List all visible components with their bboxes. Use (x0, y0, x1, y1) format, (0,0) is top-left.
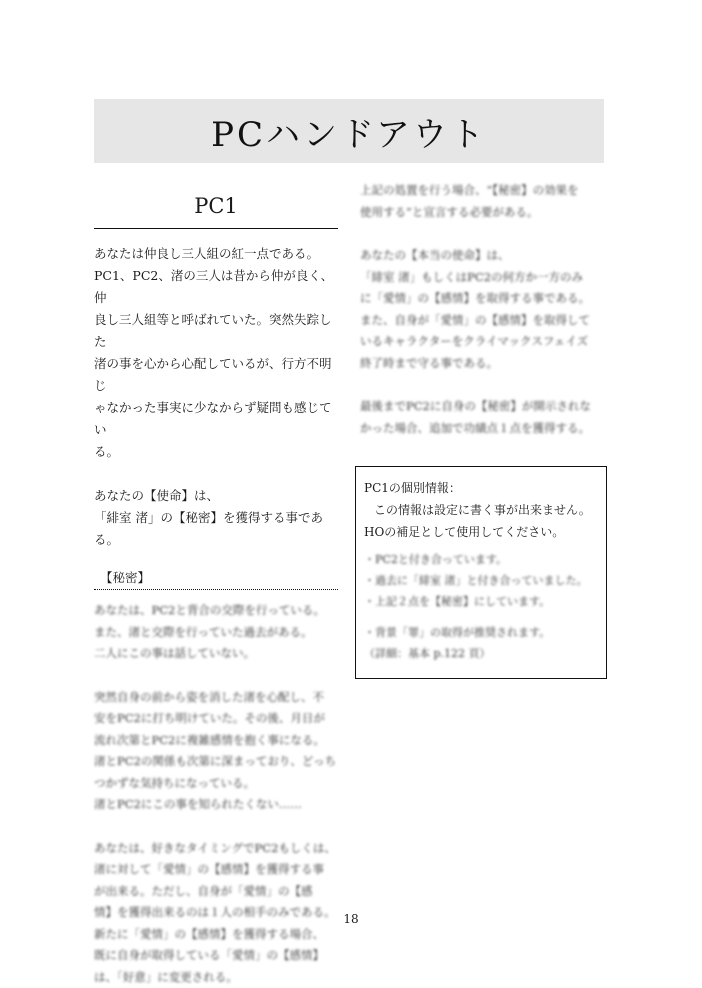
secret-line: 安をPC2に打ち明けていた。その後、月日が (94, 708, 338, 730)
info-box-title: PC1の個別情報： (364, 477, 598, 499)
info-bullet: ・上記２点を【秘密】にしています。 (364, 591, 598, 612)
intro-paragraph (94, 243, 338, 463)
info-box-line: この情報は設定に書く事が出来ません。 (364, 499, 598, 521)
right-line: 終了時まで守る事である。 (360, 353, 610, 375)
secret-line: 渚とPC2の関係も次第に深まっており、どっち (94, 751, 338, 773)
right-line: 最後までPC2に自身の【秘密】が開示されな (360, 396, 610, 418)
right-column-blurred (360, 180, 610, 439)
title-banner (94, 99, 604, 163)
secret-line: 流れ次第とPC2に複雑感情を抱く事になる。 (94, 730, 338, 752)
info-bullet: ・PC2と付き合っています。 (364, 549, 598, 570)
intro-line: あなたは仲良し三人組の紅一点である。 (94, 243, 338, 265)
right-line: 使用する”と宣言する必要がある。 (360, 202, 610, 224)
page-title: PCハンドアウト (211, 107, 487, 156)
right-line: 上記の処置を行う場合、“【秘密】の効果を (360, 180, 610, 202)
page-number: 18 (0, 912, 702, 926)
intro-line: ゃなかった事実に少なからず疑問も感じてい (94, 397, 338, 441)
secret-line: 既に自身が取得している「愛情」の【感情】 (94, 945, 338, 967)
secret-line: あなたは、好きなタイミングでPC2もしくは、 (94, 838, 338, 860)
secret-line: が出来る。ただし、自身が「愛情」の【感 (94, 881, 338, 903)
secret-line: 二人にこの事は話していない。 (94, 643, 338, 665)
mission-paragraph (94, 485, 338, 551)
right-line: 「緋室 渚」もしくはPC2の何方か一方のみ (360, 267, 610, 289)
secret-line: あなたは、PC2と背合の交際を行っている。 (94, 600, 338, 622)
right-line: に「愛情」の【感情】を取得する事である。 (360, 288, 610, 310)
intro-line: PC1、PC2、渚の三人は昔から仲が良く、仲 (94, 265, 338, 309)
secret-line: 情】を獲得出来るのは１人の相手のみである。 (94, 902, 338, 924)
info-box-line: HOの補足として使用してください。 (364, 521, 598, 543)
intro-line: 良し三人組等と呼ばれていた。突然失踪した (94, 309, 338, 353)
right-line: かった場合、追加で功績点１点を獲得する。 (360, 418, 610, 440)
secret-text-blurred (94, 600, 338, 988)
intro-line: る。 (94, 441, 338, 463)
secret-line: 突然自身の前から姿を消した渚を心配し、不 (94, 687, 338, 709)
info-bullet: ・過去に「緋室 渚」と付き合っていました。 (364, 570, 598, 591)
secret-line: は、「好意」に変更される。 (94, 967, 338, 988)
info-box-blurred (364, 549, 598, 664)
right-line: いるキャラクターをクライマックスフェイズ (360, 331, 610, 353)
individual-info-box (355, 466, 607, 679)
right-line: あなたの【本当の使命】は、 (360, 245, 610, 267)
right-line: また、自身が「愛情」の【感情】を取得して (360, 310, 610, 332)
pc1-heading: PC1 (94, 186, 338, 229)
left-column (94, 186, 338, 988)
info-bullet: ・背景「罪」の取得が推奨されます。 (364, 622, 598, 643)
mission-line: 「緋室 渚」の【秘密】を獲得する事である。 (94, 507, 338, 551)
info-bullet: （詳細：基本 p.122 頁） (364, 643, 598, 664)
secret-line: 渚とPC2にこの事を知られたくない…… (94, 794, 338, 816)
secret-line: また、渚と交際を行っていた過去がある。 (94, 622, 338, 644)
intro-line: 渚の事を心から心配しているが、行方不明じ (94, 353, 338, 397)
secret-line: 渚に対して「愛情」の【感情】を獲得する事 (94, 859, 338, 881)
mission-line: あなたの【使命】は、 (94, 485, 338, 507)
secret-heading: 【秘密】 (94, 567, 338, 590)
secret-line: つかずな気持ちになっている。 (94, 773, 338, 795)
secret-line: 新たに「愛情」の【感情】を獲得する場合、 (94, 924, 338, 946)
